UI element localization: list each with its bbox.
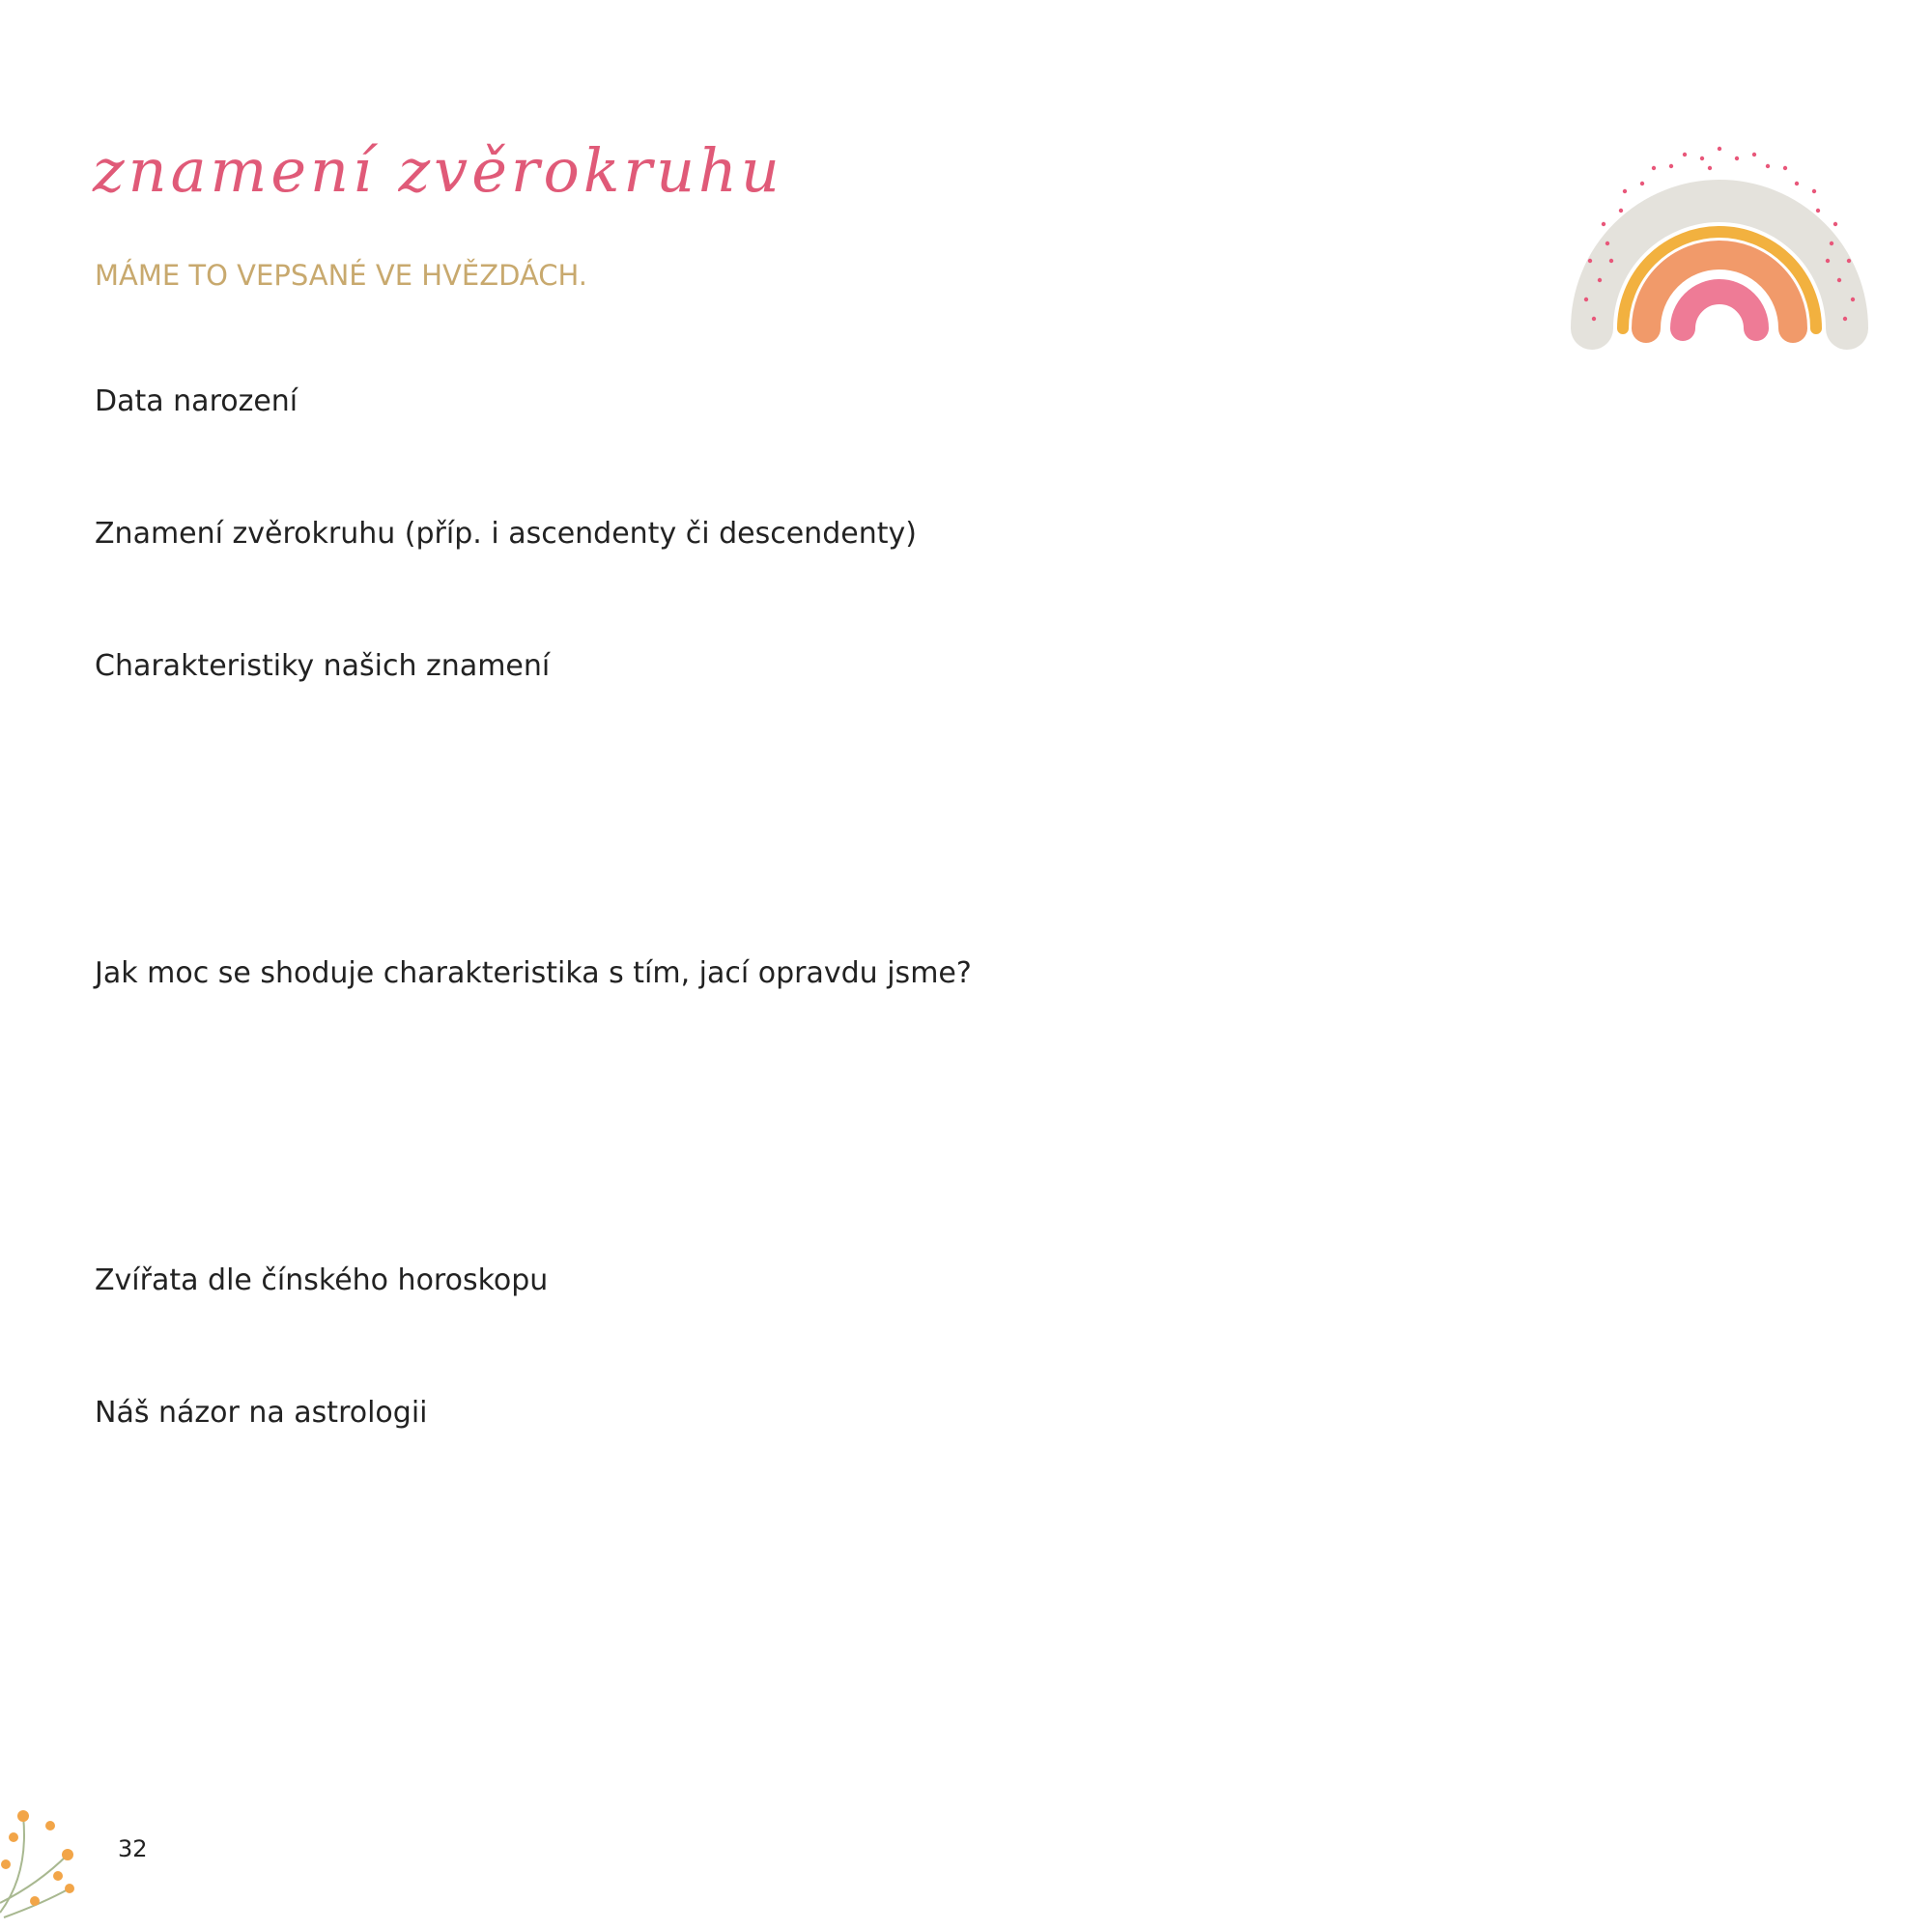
rainbow-pink-arc <box>1683 292 1756 328</box>
page-title: znamení zvěrokruhu <box>93 135 783 206</box>
prompt-chinese-horoscope: Zvířata dle čínského horoskopu <box>95 1263 549 1297</box>
prompt-characteristics-match: Jak moc se shoduje charakteristika s tím, jací opravdu jsme? <box>95 956 972 990</box>
prompt-sign-characteristics: Charakteristiky našich znamení <box>95 649 551 683</box>
page-number: 32 <box>118 1835 148 1862</box>
rainbow-illustration <box>1565 135 1874 357</box>
prompt-zodiac-sign: Znamení zvěrokruhu (příp. i ascendenty či descendenty) <box>95 517 917 551</box>
prompt-astrology-opinion: Náš názor na astrologii <box>95 1396 428 1430</box>
berry-sprig-illustration <box>0 1797 87 1922</box>
prompt-birth-dates: Data narození <box>95 384 298 418</box>
page-subtitle: MÁME TO VEPSANÉ VE HVĚZDÁCH. <box>95 259 587 292</box>
